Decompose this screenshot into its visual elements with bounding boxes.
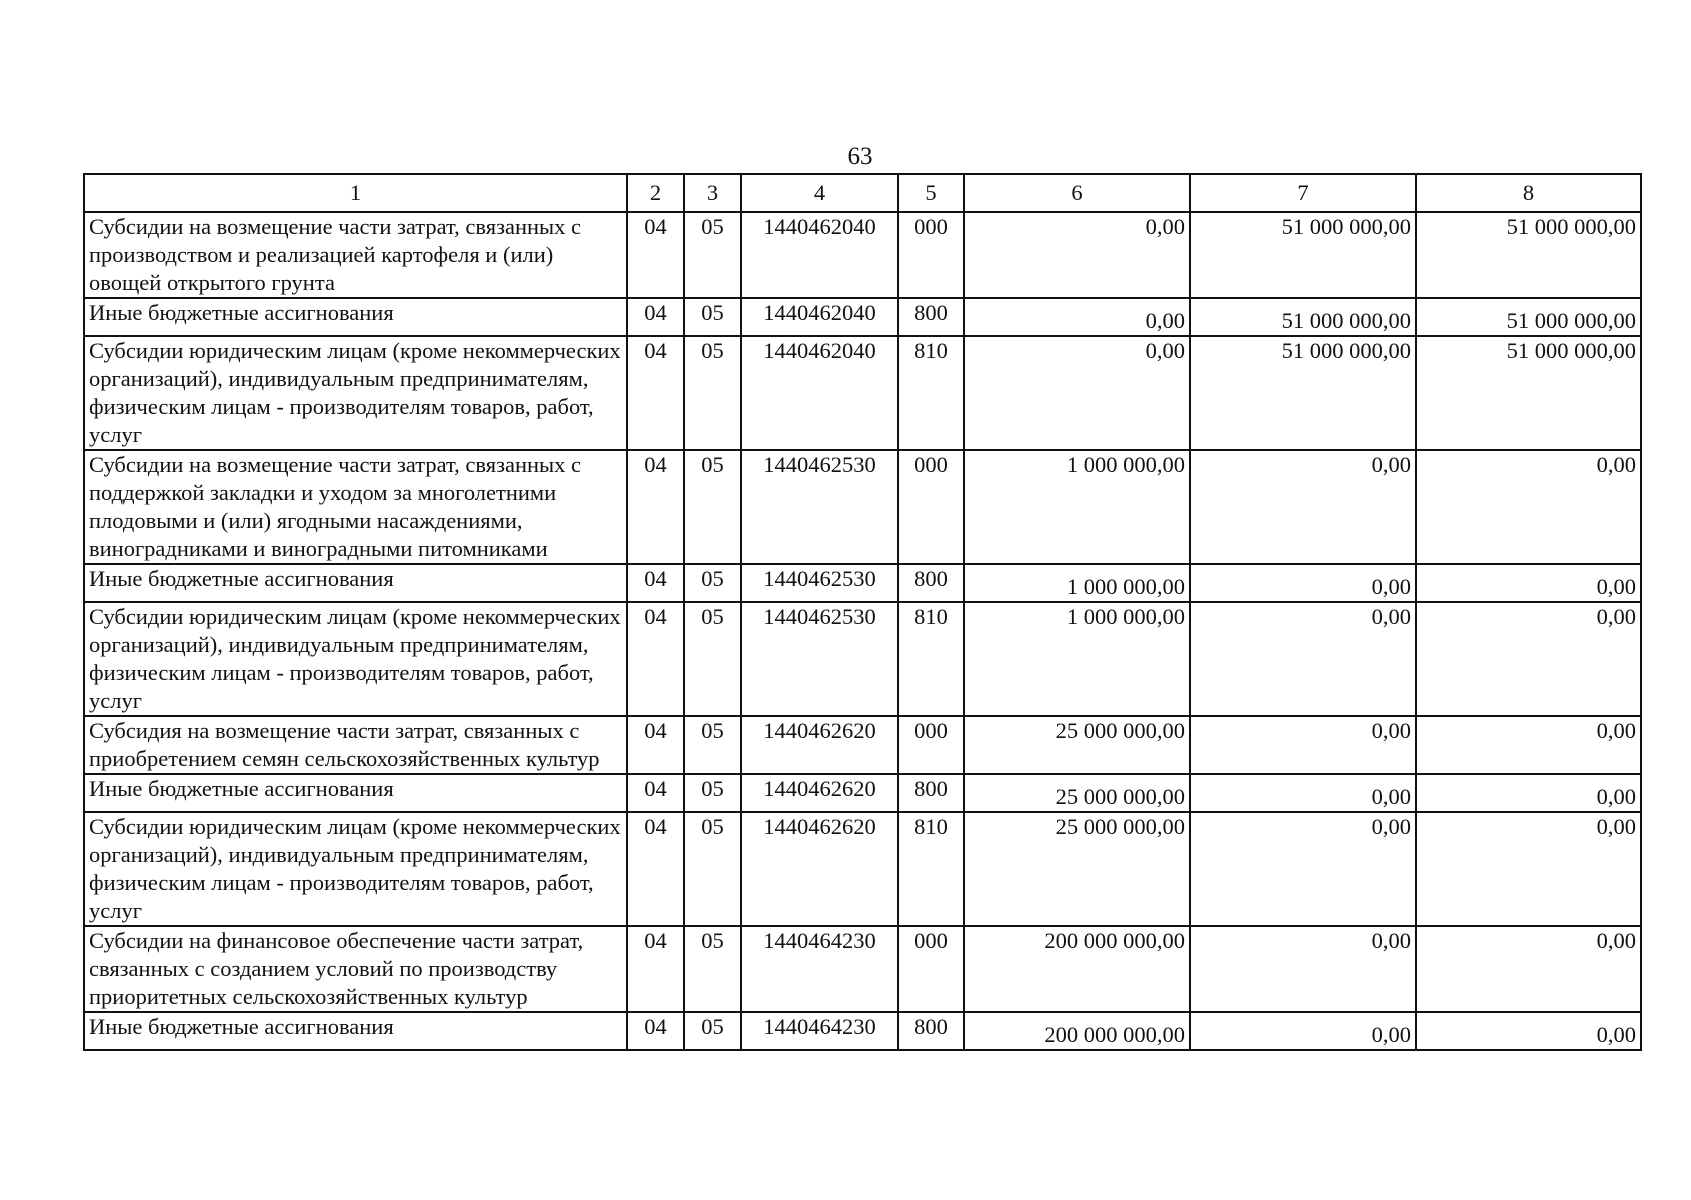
row-name-cell: Субсидии на возмещение части затрат, связанных с производством и реализацией картофеля и (или) овощей открытого грунта	[84, 212, 627, 298]
amount-cell: 51 000 000,00	[1416, 336, 1641, 450]
column-header: 7	[1190, 174, 1416, 212]
amount-cell: 1 000 000,00	[964, 450, 1190, 564]
column-header: 8	[1416, 174, 1641, 212]
expense-type-cell: 800	[898, 298, 964, 336]
amount-cell: 25 000 000,00	[964, 716, 1190, 774]
amount-cell: 0,00	[1416, 774, 1641, 812]
column-header: 2	[627, 174, 684, 212]
amount-cell: 0,00	[1190, 812, 1416, 926]
column-header: 5	[898, 174, 964, 212]
section-cell: 04	[627, 716, 684, 774]
row-name-cell: Иные бюджетные ассигнования	[84, 774, 627, 812]
subsection-cell: 05	[684, 926, 741, 1012]
subsection-cell: 05	[684, 602, 741, 716]
amount-cell: 51 000 000,00	[1190, 336, 1416, 450]
section-cell: 04	[627, 602, 684, 716]
amount-cell: 0,00	[1190, 716, 1416, 774]
row-name-cell: Иные бюджетные ассигнования	[84, 564, 627, 602]
target-article-cell: 1440462040	[741, 298, 898, 336]
expense-type-cell: 810	[898, 336, 964, 450]
section-cell: 04	[627, 812, 684, 926]
section-cell: 04	[627, 336, 684, 450]
section-cell: 04	[627, 298, 684, 336]
table-row	[84, 812, 1641, 926]
budget-table	[83, 173, 1642, 1051]
row-name-cell: Иные бюджетные ассигнования	[84, 298, 627, 336]
section-cell: 04	[627, 450, 684, 564]
table-row	[84, 298, 1641, 336]
amount-cell: 0,00	[1190, 926, 1416, 1012]
table-row	[84, 602, 1641, 716]
expense-type-cell: 800	[898, 564, 964, 602]
subsection-cell: 05	[684, 336, 741, 450]
table-row	[84, 212, 1641, 298]
amount-cell: 0,00	[1416, 1012, 1641, 1050]
amount-cell: 25 000 000,00	[964, 774, 1190, 812]
amount-cell: 0,00	[1190, 602, 1416, 716]
expense-type-cell: 810	[898, 812, 964, 926]
amount-cell: 51 000 000,00	[1416, 298, 1641, 336]
table-row	[84, 926, 1641, 1012]
amount-cell: 25 000 000,00	[964, 812, 1190, 926]
section-cell: 04	[627, 1012, 684, 1050]
target-article-cell: 1440464230	[741, 1012, 898, 1050]
table-row	[84, 336, 1641, 450]
column-header: 6	[964, 174, 1190, 212]
amount-cell: 0,00	[1190, 774, 1416, 812]
amount-cell: 0,00	[1416, 926, 1641, 1012]
row-name-cell: Субсидии на возмещение части затрат, связанных с поддержкой закладки и уходом за многолетними плодовыми и (или) ягодными насаждениями, виноградниками и виноградными питомниками	[84, 450, 627, 564]
table-row	[84, 1012, 1641, 1050]
amount-cell: 0,00	[964, 336, 1190, 450]
subsection-cell: 05	[684, 774, 741, 812]
amount-cell: 51 000 000,00	[1190, 298, 1416, 336]
row-name-cell: Субсидии юридическим лицам (кроме некоммерческих организаций), индивидуальным предпринимателям, физическим лицам - производителям товаров, работ, услуг	[84, 812, 627, 926]
row-name-cell: Субсидия на возмещение части затрат, связанных с приобретением семян сельскохозяйственных культур	[84, 716, 627, 774]
table-row	[84, 450, 1641, 564]
column-number-row	[84, 174, 1641, 212]
expense-type-cell: 800	[898, 1012, 964, 1050]
subsection-cell: 05	[684, 212, 741, 298]
section-cell: 04	[627, 564, 684, 602]
target-article-cell: 1440462040	[741, 212, 898, 298]
amount-cell: 200 000 000,00	[964, 926, 1190, 1012]
amount-cell: 0,00	[1416, 450, 1641, 564]
table-body	[84, 212, 1641, 1050]
target-article-cell: 1440462620	[741, 812, 898, 926]
amount-cell: 0,00	[964, 212, 1190, 298]
amount-cell: 51 000 000,00	[1190, 212, 1416, 298]
column-header: 1	[84, 174, 627, 212]
table-row	[84, 716, 1641, 774]
amount-cell: 1 000 000,00	[964, 564, 1190, 602]
target-article-cell: 1440462530	[741, 450, 898, 564]
amount-cell: 51 000 000,00	[1416, 212, 1641, 298]
expense-type-cell: 000	[898, 926, 964, 1012]
target-article-cell: 1440462530	[741, 602, 898, 716]
expense-type-cell: 000	[898, 716, 964, 774]
expense-type-cell: 000	[898, 450, 964, 564]
target-article-cell: 1440462530	[741, 564, 898, 602]
subsection-cell: 05	[684, 450, 741, 564]
section-cell: 04	[627, 926, 684, 1012]
amount-cell: 0,00	[1416, 564, 1641, 602]
amount-cell: 0,00	[1416, 602, 1641, 716]
column-header: 4	[741, 174, 898, 212]
subsection-cell: 05	[684, 298, 741, 336]
row-name-cell: Субсидии юридическим лицам (кроме некоммерческих организаций), индивидуальным предпринимателям, физическим лицам - производителям товаров, работ, услуг	[84, 602, 627, 716]
amount-cell: 1 000 000,00	[964, 602, 1190, 716]
expense-type-cell: 000	[898, 212, 964, 298]
column-header: 3	[684, 174, 741, 212]
amount-cell: 0,00	[1416, 716, 1641, 774]
target-article-cell: 1440462620	[741, 774, 898, 812]
target-article-cell: 1440462620	[741, 716, 898, 774]
amount-cell: 0,00	[1190, 450, 1416, 564]
subsection-cell: 05	[684, 564, 741, 602]
amount-cell: 0,00	[1416, 812, 1641, 926]
page-number: 63	[847, 143, 873, 170]
amount-cell: 0,00	[964, 298, 1190, 336]
subsection-cell: 05	[684, 1012, 741, 1050]
section-cell: 04	[627, 774, 684, 812]
section-cell: 04	[627, 212, 684, 298]
amount-cell: 200 000 000,00	[964, 1012, 1190, 1050]
expense-type-cell: 810	[898, 602, 964, 716]
subsection-cell: 05	[684, 716, 741, 774]
amount-cell: 0,00	[1190, 564, 1416, 602]
expense-type-cell: 800	[898, 774, 964, 812]
amount-cell: 0,00	[1190, 1012, 1416, 1050]
row-name-cell: Иные бюджетные ассигнования	[84, 1012, 627, 1050]
row-name-cell: Субсидии юридическим лицам (кроме некоммерческих организаций), индивидуальным предпринимателям, физическим лицам - производителям товаров, работ, услуг	[84, 336, 627, 450]
row-name-cell: Субсидии на финансовое обеспечение части затрат, связанных с созданием условий по производству приоритетных сельскохозяйственных культур	[84, 926, 627, 1012]
target-article-cell: 1440464230	[741, 926, 898, 1012]
table-row	[84, 774, 1641, 812]
table-row	[84, 564, 1641, 602]
target-article-cell: 1440462040	[741, 336, 898, 450]
subsection-cell: 05	[684, 812, 741, 926]
